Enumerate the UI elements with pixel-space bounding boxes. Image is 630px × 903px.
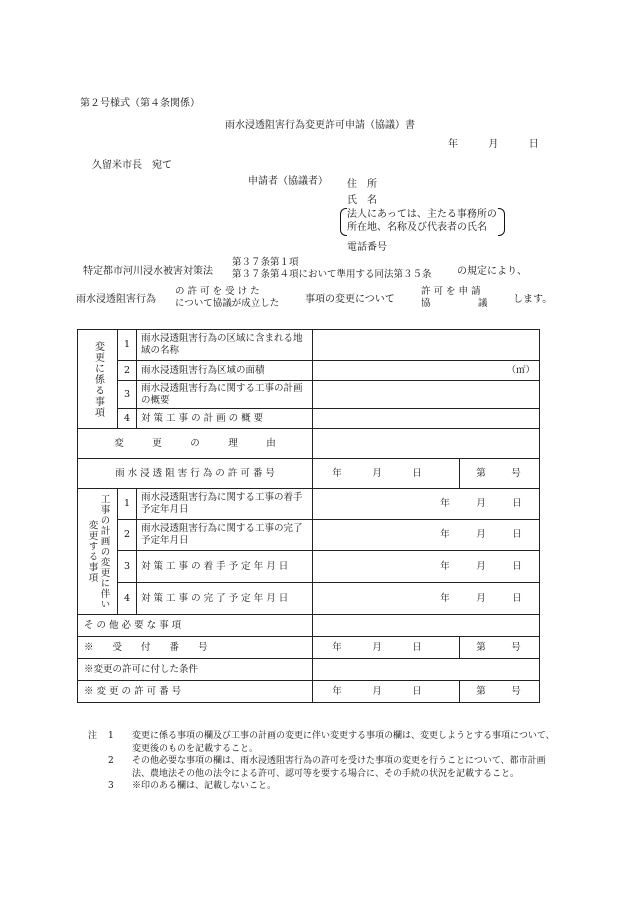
item-number: 1 xyxy=(118,489,137,520)
permit-date[interactable]: 年 月 日 xyxy=(313,459,460,489)
schedule-date[interactable]: 年 月 日 xyxy=(313,520,540,551)
item-label: 雨水浸透阻害行為に関する工事の計画の概要 xyxy=(137,381,313,409)
notes-label: 注 xyxy=(88,731,98,741)
table-row xyxy=(78,637,540,659)
change-about: 事項の変更について xyxy=(305,294,395,305)
law-tail: の規定により、 xyxy=(457,266,527,277)
accompany-group-label: 工事の計画の変更に伴い変更する事項 xyxy=(78,489,118,615)
notes xyxy=(88,730,558,793)
item-label: 雨水浸透阻害行為に関する工事の完了予定年月日 xyxy=(137,520,313,551)
note-number: 1 xyxy=(108,731,114,741)
bracket-left xyxy=(340,208,347,236)
reason-label: 変 更 の 理 由 xyxy=(78,429,313,459)
item-number: 4 xyxy=(118,583,137,615)
item-label: 雨水浸透阻害行為に関する工事の着手予定年月日 xyxy=(137,489,313,520)
applicant-label: 申請者（協議者） xyxy=(248,176,328,187)
note-text: 変更に係る事項の欄及び工事の計画の変更に伴い変更する事項の欄は、変更しようとする事項について、変更後のものを記載すること。 xyxy=(132,731,555,754)
change-permit-label: ※ 変 更 の 許 可 番 号 xyxy=(78,681,313,703)
area-value[interactable] xyxy=(313,361,540,381)
item-label: 対 策 工 事 の 計 画 の 概 要 xyxy=(137,409,313,429)
schedule-date[interactable]: 年 月 日 xyxy=(313,489,540,520)
table-row xyxy=(78,615,540,637)
phone-label: 電話番号 xyxy=(347,242,387,253)
bracket-right xyxy=(498,208,505,236)
unit-sqm: （㎡） xyxy=(506,364,535,376)
permit-options xyxy=(175,286,279,310)
page-title: 雨水浸透阻害行為変更許可申請（協議）書 xyxy=(225,120,415,131)
note-text: その他必要な事項の欄は、雨水浸透阻害行為の許可を受けた事項の変更を行うことについて、都市計画法、農地法その他の法令による許可、認可等を要する場合に、その手続の状況を記載すること。 xyxy=(132,756,546,779)
conditions-value xyxy=(313,659,540,681)
corporate-note-line1: 法人にあっては、主たる事務所の xyxy=(347,209,497,220)
note-item xyxy=(88,780,558,793)
note-text: ※印のある欄は、記載しないこと。 xyxy=(132,781,277,791)
article-option-1: 第３７条第１項 xyxy=(232,257,299,268)
table-row xyxy=(78,551,540,583)
item-label: 雨水浸透阻害行為の区域に含まれる地域の名称 xyxy=(137,330,313,361)
table-row xyxy=(78,459,540,489)
item-number: 2 xyxy=(118,361,137,381)
note-item xyxy=(88,730,558,755)
receipt-label: ※ 受 付 番 号 xyxy=(78,637,313,659)
note-number: 2 xyxy=(108,756,114,766)
table-row xyxy=(78,409,540,429)
table-row xyxy=(78,361,540,381)
table-row xyxy=(78,520,540,551)
corporate-note xyxy=(340,208,497,234)
change-value-area[interactable] xyxy=(313,330,540,361)
date-day: 日 xyxy=(528,139,539,150)
date-year: 年 xyxy=(448,139,458,150)
receipt-number: 第 号 xyxy=(460,637,540,659)
item-number: 4 xyxy=(118,409,137,429)
suffix: します。 xyxy=(513,294,553,305)
article-option-2: 第３７条第４項において準用する同法第３５条 xyxy=(232,269,432,280)
change-value-area[interactable] xyxy=(313,381,540,409)
schedule-date[interactable]: 年 月 日 xyxy=(313,551,540,583)
change-group-label: 変更に係る事項 xyxy=(78,330,118,429)
reason-value[interactable] xyxy=(313,429,540,459)
other-label: そ の 他 必 要 な 事 項 xyxy=(78,615,313,637)
addressee: 久留米市長 宛て xyxy=(92,160,172,171)
table-row xyxy=(78,429,540,459)
other-value[interactable] xyxy=(313,615,540,637)
item-number: 2 xyxy=(118,520,137,551)
corporate-note-line2: 所在地、名称及び代表者の氏名 xyxy=(347,222,487,233)
item-label: 雨水浸透阻害行為区域の面積 xyxy=(137,361,313,381)
conditions-label: ※変更の許可に付した条件 xyxy=(78,659,313,681)
item-label: 対 策 工 事 の 着 手 予 定 年 月 日 xyxy=(137,551,313,583)
decision-option-2: 協 議 xyxy=(421,298,488,309)
application-table xyxy=(77,329,540,703)
schedule-date[interactable]: 年 月 日 xyxy=(313,583,540,615)
date-month: 月 xyxy=(488,139,499,150)
item-number: 3 xyxy=(118,551,137,583)
act-label: 雨水浸透阻害行為 xyxy=(76,294,156,305)
table-row xyxy=(78,681,540,703)
law-articles xyxy=(232,257,432,281)
table-row xyxy=(78,659,540,681)
note-item xyxy=(88,755,558,780)
change-permit-date: 年 月 日 xyxy=(313,681,460,703)
table-row xyxy=(78,583,540,615)
permit-number[interactable]: 第 号 xyxy=(460,459,540,489)
form-number: 第２号様式（第４条関係） xyxy=(80,98,200,109)
table-row xyxy=(78,489,540,520)
item-number: 1 xyxy=(118,330,137,361)
item-number: 3 xyxy=(118,381,137,409)
change-value-area[interactable] xyxy=(313,409,540,429)
item-label: 対 策 工 事 の 完 了 予 定 年 月 日 xyxy=(137,583,313,615)
receipt-date: 年 月 日 xyxy=(313,637,460,659)
name-label: 氏 名 xyxy=(347,195,377,206)
permit-number-label: 雨 水 浸 透 阻 害 行 為 の 許 可 番 号 xyxy=(78,459,313,489)
decision-option-1: 許 可 を 申 請 xyxy=(421,286,481,297)
change-permit-number: 第 号 xyxy=(460,681,540,703)
date-line xyxy=(448,139,539,151)
table-row xyxy=(78,381,540,409)
decision-options xyxy=(421,286,488,310)
table-row xyxy=(78,330,540,361)
note-number: 3 xyxy=(108,781,114,791)
law-name: 特定都市河川浸水被害対策法 xyxy=(83,266,213,277)
permit-option-2: について協議が成立した xyxy=(175,298,280,309)
permit-option-1: の 許 可 を 受 け た xyxy=(175,286,260,297)
address-label: 住 所 xyxy=(347,179,377,190)
